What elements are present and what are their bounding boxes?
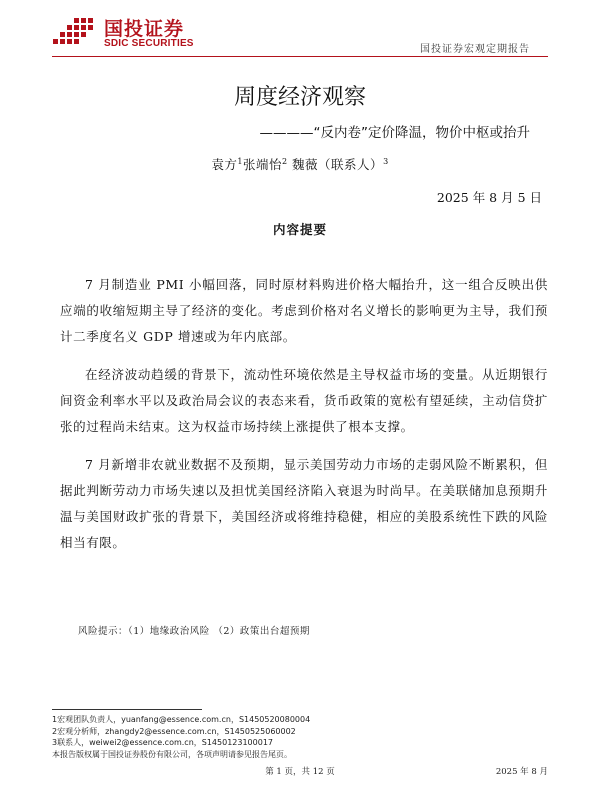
summary-body xyxy=(60,272,548,568)
footnote-item: 3联系人，weiwei2@essence.com.cn，S1450123100017 xyxy=(52,738,274,747)
footnote-divider xyxy=(52,709,202,710)
risk-warning: 风险提示：（1）地缘政治风险 （2）政策出台超预期 xyxy=(78,626,310,637)
author-footnote-mark: 3 xyxy=(383,156,389,166)
report-subtitle: ————“反内卷”定价降温，物价中枢或抬升 xyxy=(259,125,530,141)
page-header xyxy=(0,0,600,62)
footnote-item: 2宏观分析师，zhangdy2@essence.com.cn，S1450525060002 xyxy=(52,726,296,736)
author-name: 魏薇（联系人） xyxy=(292,157,384,172)
author-footnote-mark: 1 xyxy=(237,156,243,166)
logo-text-cn: 国投证券 xyxy=(104,18,185,40)
logo-text-en: SDIC SECURITIES xyxy=(104,38,194,49)
report-title: 周度经济观察 xyxy=(233,85,366,110)
summary-paragraph: 7 月新增非农就业数据不及预期，显示美国劳动力市场的走弱风险不断累积，但据此判断劳动力市场失速以及担忧美国经济陷入衰退为时尚早。在美联储加息预期升温与美国财政扩张的背景下，美国经济或将维持稳健，相应的美股系统性下跌的风险相当有限。 xyxy=(60,457,548,550)
sdic-logo xyxy=(52,14,222,54)
report-type-label: 国投证券宏观定期报告 xyxy=(420,44,530,55)
footnote-item: 1宏观团队负责人，yuanfang@essence.com.cn，S1450520080004 xyxy=(52,715,311,724)
author-name: 张端怡 xyxy=(242,157,282,172)
author-line xyxy=(0,155,600,173)
sdic-logo-icon xyxy=(52,16,96,50)
copyright-notice: 本报告版权属于国投证券股份有限公司，各项声明请参见报告尾页。 xyxy=(52,749,292,759)
summary-heading: 内容提要 xyxy=(272,222,327,237)
report-date: 2025 年 8 月 5 日 xyxy=(436,190,542,205)
page-footer xyxy=(52,765,548,779)
header-divider xyxy=(52,56,548,57)
author-name: 袁方 xyxy=(211,157,238,172)
summary-paragraph: 在经济波动趋缓的背景下，流动性环境依然是主导权益市场的变量。从近期银行间资金利率水平以及政治局会议的表态来看，货币政策的宽松有望延续，主动信贷扩张的过程尚未结束。这为权益市场持续上涨提供了根本支撑。 xyxy=(60,367,548,434)
author-footnote-mark: 2 xyxy=(281,156,288,166)
footer-date: 2025 年 8 月 xyxy=(495,767,548,777)
footnotes xyxy=(52,714,548,760)
page-number: 第 1 页，共 12 页 xyxy=(265,767,335,777)
summary-paragraph: 7 月制造业 PMI 小幅回落，同时原材料购进价格大幅抬升，这一组合反映出供应端的收缩短期主导了经济的变化。考虑到价格对名义增长的影响更为主导，我们预计二季度名义 GDP 增速或为年内底部。 xyxy=(60,277,548,344)
